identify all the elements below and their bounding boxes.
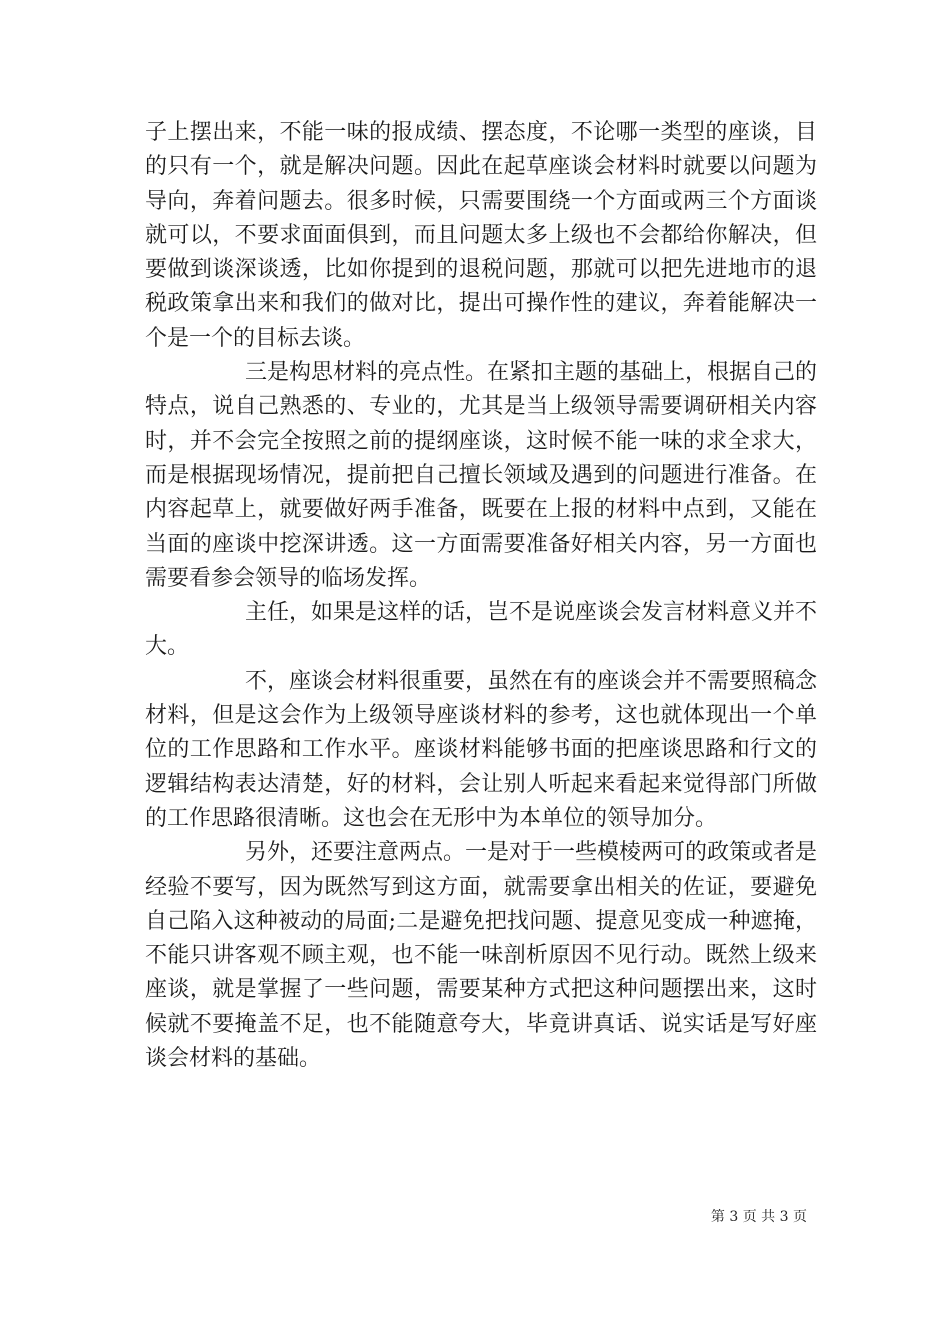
- paragraph-answer: 不，座谈会材料很重要，虽然在有的座谈会并不需要照稿念材料，但是这会作为上级领导座谈材料的参考，这也就体现出一个单位的工作思路和工作水平。座谈材料能够书面的把座谈思路和行文的逻辑结构表达清楚，好的材料，会让别人听起来看起来觉得部门所做的工作思路很清晰。这也会在无形中为本单位的领导加分。: [145, 668, 818, 831]
- paragraph-highlights: 三是构思材料的亮点性。在紧扣主题的基础上，根据自己的特点，说自己熟悉的、专业的，尤其是当上级领导需要调研相关内容时，并不会完全按照之前的提纲座谈，这时候不能一味的求全求大，而是根据现场情况，提前把自己擅长领域及遇到的问题进行准备。在内容起草上，就要做好两手准备，既要在上报的材料中点到，又能在当面的座谈中挖深讲透。这一方面需要准备好相关内容，另一方面也需要看参会领导的临场发挥。: [145, 360, 818, 591]
- paragraph-continuation: 子上摆出来，不能一味的报成绩、摆态度，不论哪一类型的座谈，目的只有一个，就是解决问题。因此在起草座谈会材料时就要以问题为导向，奔着问题去。很多时候，只需要围绕一个方面或两三个方面谈就可以，不要求面面俱到，而且问题太多上级也不会都给你解决，但要做到谈深谈透，比如你提到的退税问题，那就可以把先进地市的退税政策拿出来和我们的做对比，提出可操作性的建议，奔着能解决一个是一个的目标去谈。: [145, 120, 817, 351]
- paragraph-question: 主任，如果是这样的话，岂不是说座谈会发言材料意义并不大。: [145, 600, 818, 660]
- page-number: 第 3 页 共 3 页: [710, 1209, 807, 1225]
- document-body: [145, 116, 817, 1076]
- paragraph-two-points: 另外，还要注意两点。一是对于一些模棱两可的政策或者是经验不要写，因为既然写到这方面，就需要拿出相关的佐证，要避免自己陷入这种被动的局面;二是避免把找问题、提意见变成一种遮掩，不能只讲客观不顾主观，也不能一味剖析原因不见行动。既然上级来座谈，就是掌握了一些问题，需要某种方式把这种问题摆出来，这时候就不要掩盖不足，也不能随意夸大，毕竟讲真话、说实话是写好座谈会材料的基础。: [145, 840, 818, 1072]
